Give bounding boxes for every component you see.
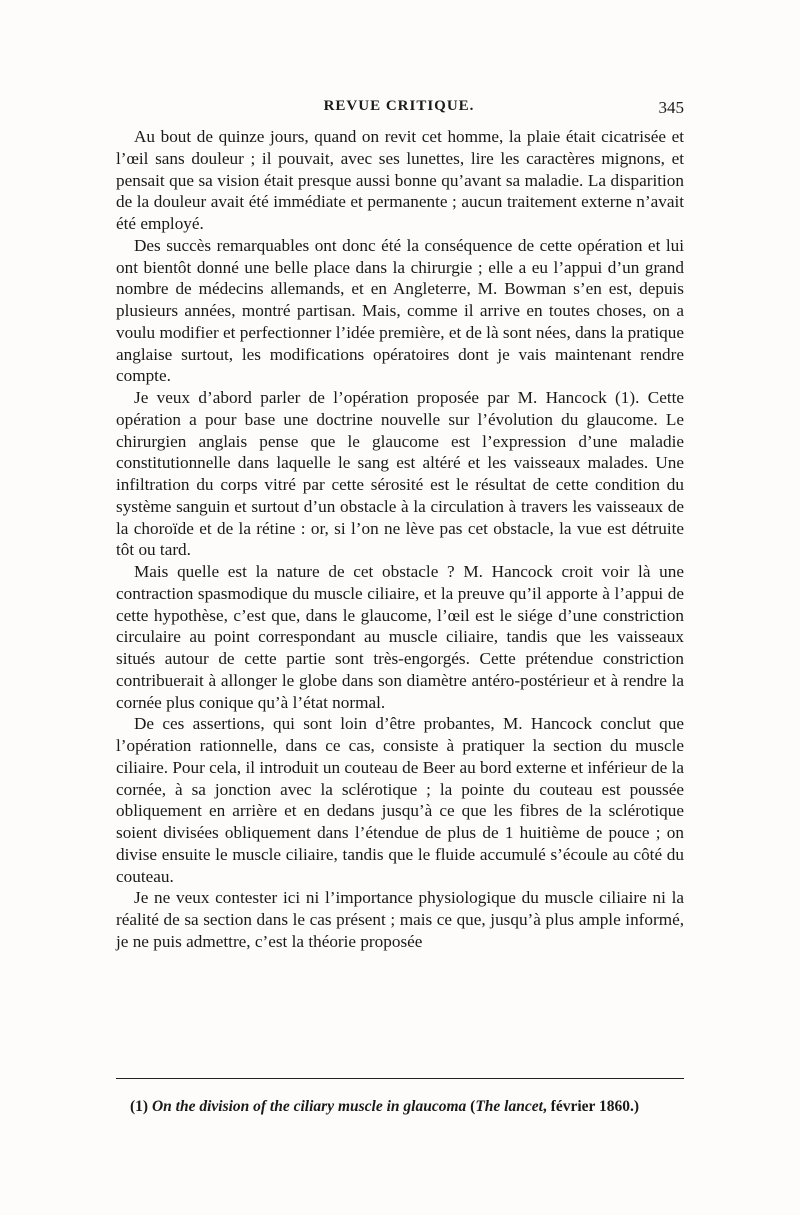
footnote-divider <box>116 1078 684 1079</box>
paragraph: Je ne veux contester ici ni l’importance physiologique du muscle ciliaire ni la réalité de sa section dans le cas présent ; mais ce que, jusqu’à plus ample informé, je ne puis admettre, c’est la théorie proposée <box>116 888 684 951</box>
paragraph: De ces assertions, qui sont loin d’être probantes, M. Hancock conclut que l’opération rationnelle, dans ce cas, consiste à pratiquer la section du muscle ciliaire. Pour cela, il introduit un couteau de Beer au bord externe et inférieur de la cornée, à sa jonction avec la sclérotique ; la pointe du couteau est poussée obliquement en arrière et en dedans jusqu’à ce que les fibres de la sclérotique soient divisées obliquement dans l’étendue de plus de 1 huitième de pouce ; on divise ensuite le muscle ciliaire, tandis que le fluide accumulé s’écoule au côté du couteau. <box>116 714 684 886</box>
footnote-title: On the division of the ciliary muscle in glaucoma <box>151 1098 467 1115</box>
body-text <box>116 126 684 953</box>
footnote-date: , février 1860.) <box>542 1098 640 1115</box>
running-title: REVUE CRITIQUE. <box>323 98 475 114</box>
paragraph: Mais quelle est la nature de cet obstacle ? M. Hancock croit voir là une contraction spasmodique du muscle ciliaire, et la preuve qu’il apporte à l’appui de cette hypothèse, c’est que, dans le glaucome, l’œil est le siége d’une constriction circulaire au point correspondant au muscle ciliaire, tandis que les vaisseaux situés autour de cette partie sont très-engorgés. Cette prétendue constriction contribuerait à allonger le globe dans son diamètre antéro-postérieur et à rendre la cornée plus conique qu’à l’état normal. <box>116 562 684 712</box>
paragraph: Je veux d’abord parler de l’opération proposée par M. Hancock (1). Cette opération a pour base une doctrine nouvelle sur l’évolution du glaucome. Le chirurgien anglais pense que le glaucome est l’expression d’une maladie constitutionnelle dans laquelle le sang est altéré et les vaisseaux malades. Une infiltration du corps vitré par cette sérosité est le résultat de cette condition du système sanguin et surtout d’un obstacle à la circulation à travers les vaisseaux de la choroïde et de la rétine : or, si l’on ne lève pas cet obstacle, la vue est détruite tôt ou tard. <box>116 388 684 560</box>
footnote-source: The lancet <box>475 1098 543 1115</box>
footnote <box>116 1096 684 1118</box>
paragraph: Des succès remarquables ont donc été la conséquence de cette opération et lui ont bientôt donné une belle place dans la chirurgie ; elle a eu l’appui d’un grand nombre de médecins allemands, et en Angleterre, M. Bowman s’en est, depuis plusieurs années, montré partisan. Mais, comme il arrive en toutes choses, on a voulu modifier et perfectionner l’idée première, et de là sont nées, dans la pratique anglaise surtout, les modifications opératoires dont je vais maintenant rendre compte. <box>116 235 684 386</box>
footnote-source-open: ( <box>470 1098 476 1115</box>
paragraph: Au bout de quinze jours, quand on revit cet homme, la plaie était cicatrisée et l’œil sans douleur ; il pouvait, avec ses lunettes, lire les caractères mignons, et pensait que sa vision était presque aussi bonne qu’avant sa maladie. La disparition de la douleur avait été immédiate et permanente ; aucun traitement externe n’avait été employé. <box>116 127 684 233</box>
footnote-marker: (1) <box>130 1098 149 1115</box>
running-head <box>114 98 684 122</box>
page-number: 345 <box>658 98 684 117</box>
